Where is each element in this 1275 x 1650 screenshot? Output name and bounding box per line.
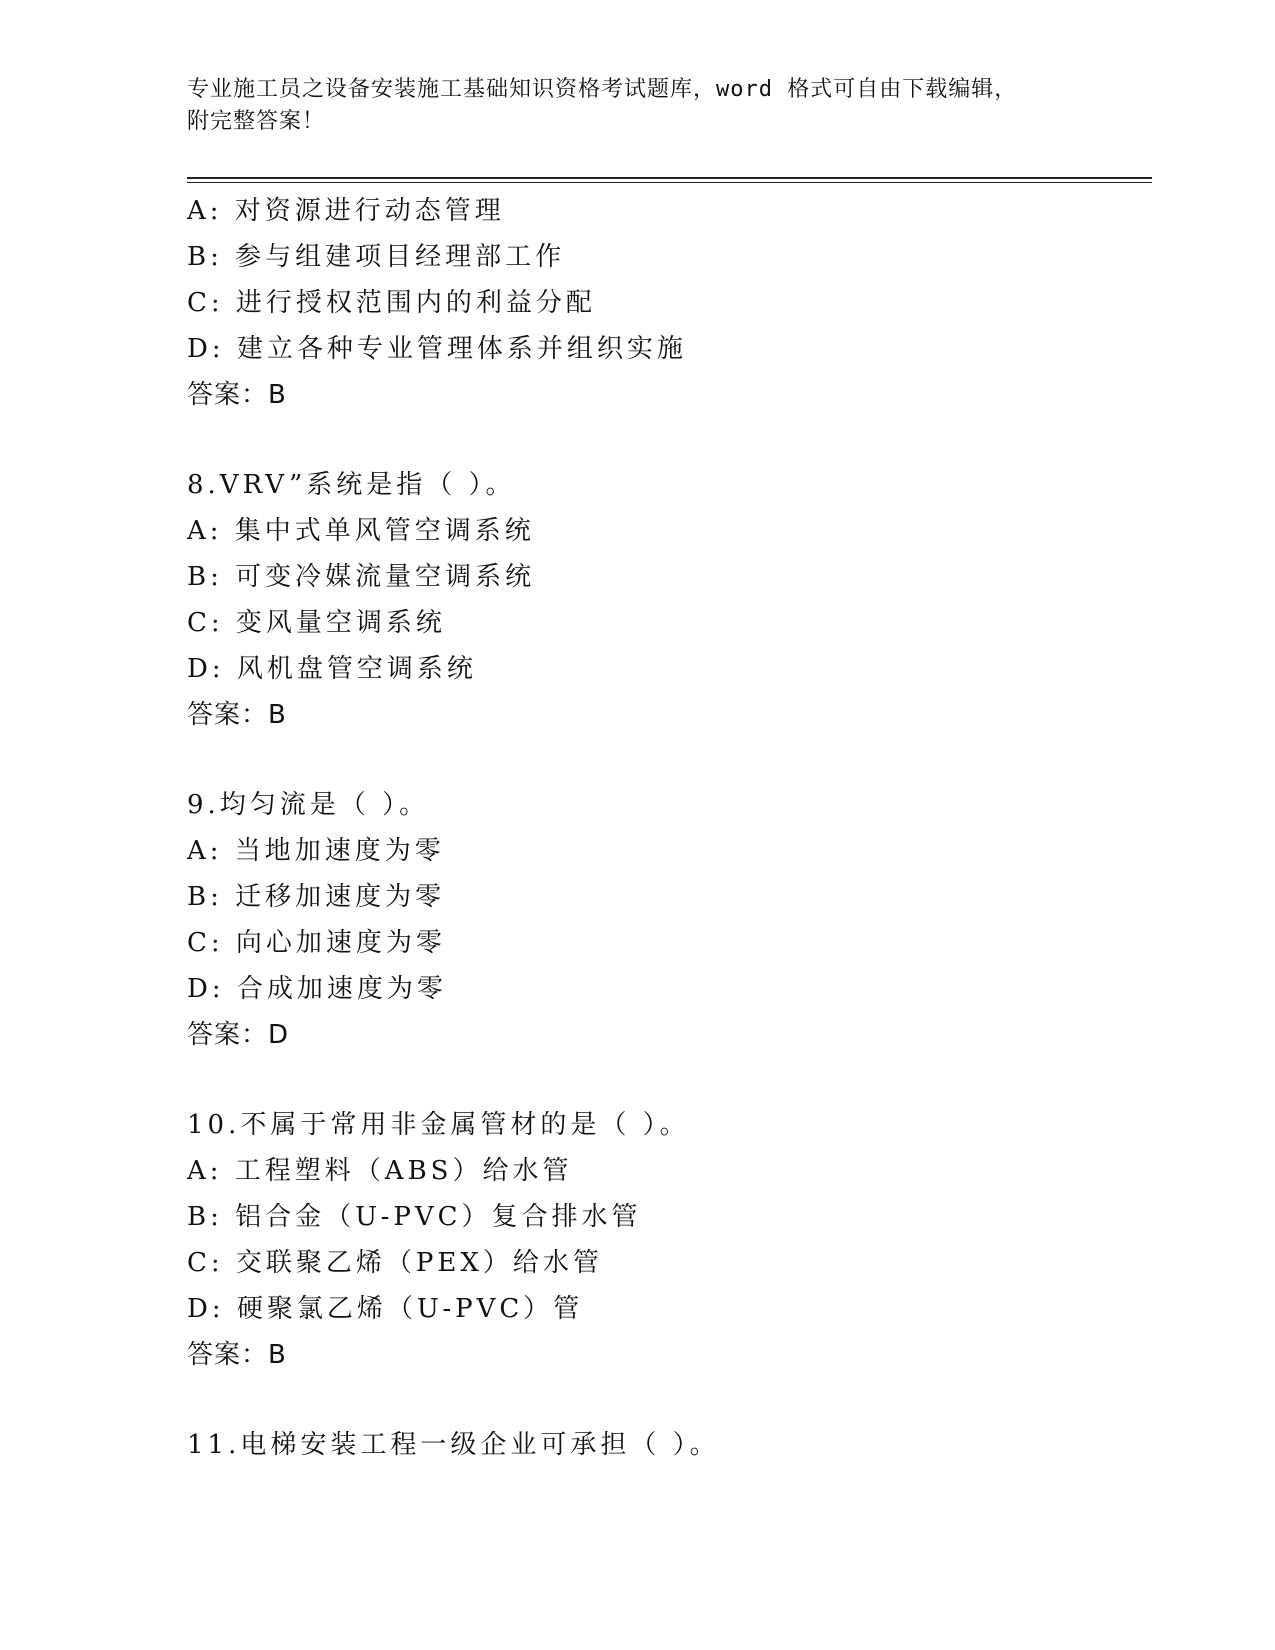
q7-option-b: B: 参与组建项目经理部工作	[187, 242, 566, 272]
q8-answer: 答案：B	[187, 700, 287, 730]
header-divider-thin	[187, 182, 1152, 183]
q9-option-a: A: 当地加速度为零	[187, 836, 445, 866]
q10-option-a: A: 工程塑料（ABS）给水管	[187, 1156, 573, 1186]
question-11-block	[187, 1422, 1152, 1468]
q10-option-c: C: 交联聚乙烯（PEX）给水管	[187, 1248, 603, 1278]
q9-option-b: B: 迁移加速度为零	[187, 882, 446, 912]
q8-option-a: A: 集中式单风管空调系统	[187, 516, 535, 546]
header-line-1: 专业施工员之设备安装施工基础知识资格考试题库，word 格式可自由下载编辑，	[187, 77, 1018, 102]
spacer	[187, 1058, 1152, 1102]
header-line-2: 附完整答案！	[187, 109, 326, 134]
question-7-block	[187, 188, 1152, 418]
q10-question: 10.不属于常用非金属管材的是（ ）。	[187, 1110, 690, 1140]
document-header	[187, 74, 1087, 138]
spacer	[187, 418, 1152, 462]
spacer	[187, 1378, 1152, 1422]
q7-option-a: A: 对资源进行动态管理	[187, 196, 505, 226]
q9-answer: 答案：D	[187, 1020, 290, 1050]
q9-option-d: D: 合成加速度为零	[187, 974, 447, 1004]
q10-option-d: D: 硬聚氯乙烯（U-PVC）管	[187, 1294, 584, 1324]
q7-option-d: D: 建立各种专业管理体系并组织实施	[187, 334, 687, 364]
q8-question: 8.VRV”系统是指（ ）。	[187, 470, 516, 500]
spacer	[187, 738, 1152, 782]
question-list	[187, 188, 1152, 1468]
q11-question: 11.电梯安装工程一级企业可承担（ ）。	[187, 1430, 720, 1460]
q8-option-d: D: 风机盘管空调系统	[187, 654, 477, 684]
question-9-block	[187, 782, 1152, 1058]
header-divider-thick	[187, 177, 1152, 179]
q9-question: 9.均匀流是（ ）。	[187, 790, 430, 820]
q8-option-b: B: 可变冷媒流量空调系统	[187, 562, 536, 592]
q7-option-c: C: 进行授权范围内的利益分配	[187, 288, 596, 318]
question-10-block	[187, 1102, 1152, 1378]
q7-answer: 答案：B	[187, 380, 287, 410]
q8-option-c: C: 变风量空调系统	[187, 608, 446, 638]
q9-option-c: C: 向心加速度为零	[187, 928, 446, 958]
q10-answer: 答案：B	[187, 1340, 287, 1370]
q10-option-b: B: 铝合金（U-PVC）复合排水管	[187, 1202, 642, 1232]
question-8-block	[187, 462, 1152, 738]
